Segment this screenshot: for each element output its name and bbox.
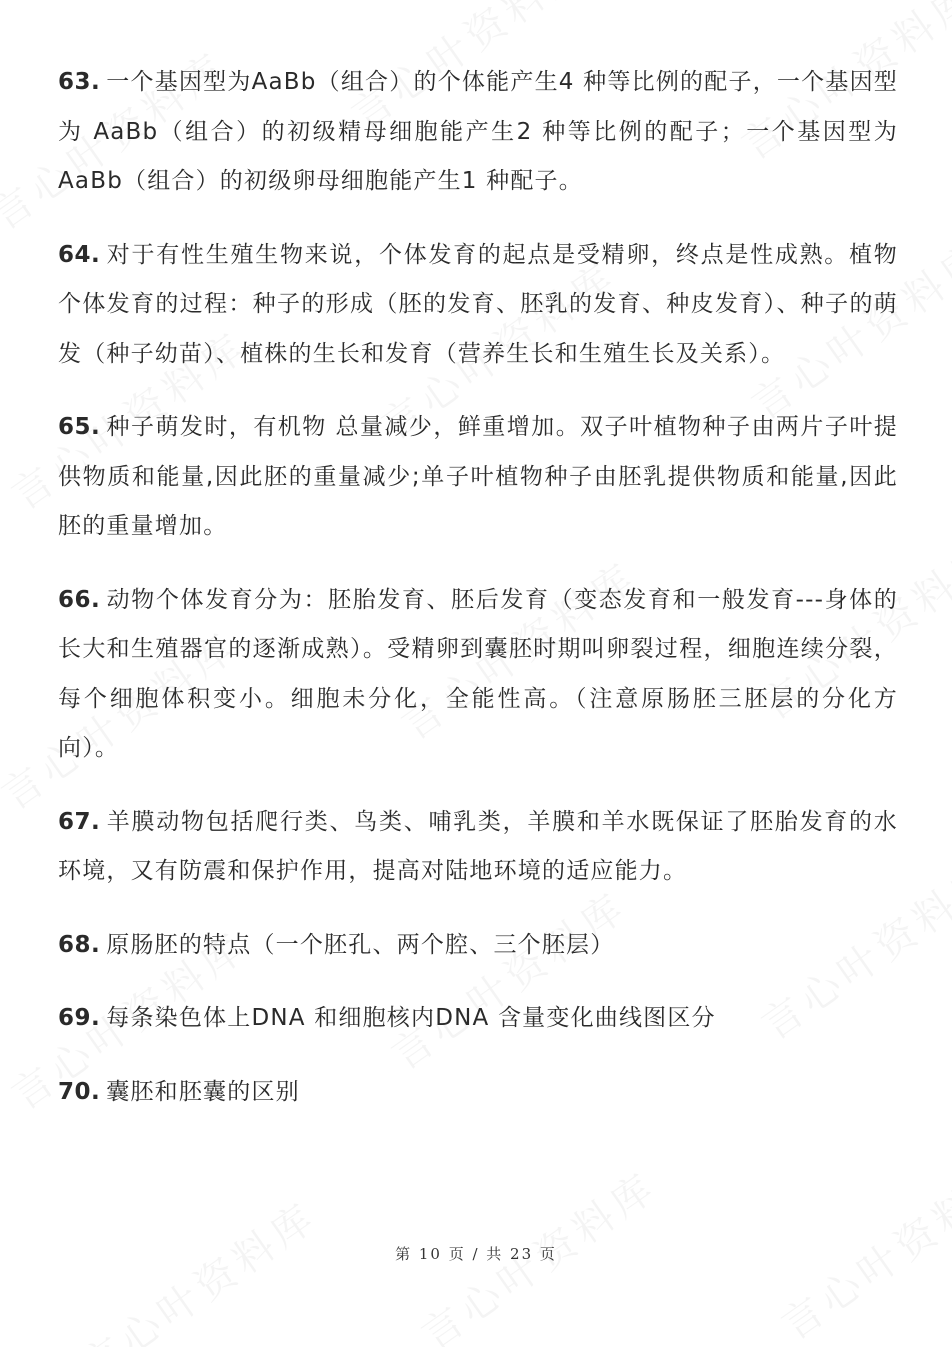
item-number: 68. — [58, 931, 101, 958]
paragraph-text: 动物个体发育分为：胚胎发育、胚后发育（变态发育和一般发育---身体的长大和生殖器官的逐渐成熟）。受精卵到囊胚时期叫卵裂过程，细胞连续分裂，每个细胞体积变小。细胞未分化，全能性高。（注意原肠胚三胚层的分化方向）。 — [58, 586, 898, 761]
paragraph-text: 一个基因型为AaBb（组合）的个体能产生4 种等比例的配子，一个基因型为 AaBb（组合）的初级精母细胞能产生2 种等比例的配子；一个基因型为 AaBb（组合）的初级卵母细胞能产生1 种配子。 — [58, 69, 898, 194]
paragraph-64 — [58, 231, 898, 380]
paragraph-text: 羊膜动物包括爬行类、鸟类、哺乳类，羊膜和羊水既保证了胚胎发育的水环境，又有防震和保护作用，提高对陆地环境的适应能力。 — [58, 808, 898, 884]
paragraph-68 — [58, 921, 898, 971]
document-body — [58, 58, 898, 1141]
item-number: 70. — [58, 1078, 101, 1105]
paragraph-66 — [58, 576, 898, 774]
paragraph-65 — [58, 403, 898, 552]
paragraph-69 — [58, 994, 898, 1044]
paragraph-63 — [58, 58, 898, 207]
item-number: 63. — [58, 69, 101, 95]
paragraph-67 — [58, 798, 898, 897]
paragraph-text: 囊胚和胚囊的区别 — [106, 1078, 300, 1105]
item-number: 65. — [58, 414, 101, 440]
paragraph-text: 原肠胚的特点（一个胚孔、两个腔、三个胚层） — [106, 931, 615, 958]
item-number: 67. — [58, 808, 101, 835]
item-number: 69. — [58, 1005, 101, 1031]
page-footer: 第 10 页 / 共 23 页 — [395, 1245, 557, 1263]
item-number: 66. — [58, 586, 101, 613]
item-number: 64. — [58, 241, 101, 268]
paragraph-text: 每条染色体上DNA 和细胞核内DNA 含量变化曲线图区分 — [106, 1005, 716, 1031]
watermark — [69, 1186, 328, 1347]
paragraph-text: 对于有性生殖生物来说，个体发育的起点是受精卵，终点是性成熟。植物个体发育的过程：种子的形成（胚的发育、胚乳的发育、种皮发育）、种子的萌发（种子幼苗）、植株的生长和发育（营养生长和生殖生长及关系）。 — [58, 241, 898, 367]
paragraph-text: 种子萌发时，有机物 总量减少，鲜重增加。双子叶植物种子由两片子叶提供物质和能量,因此胚的重量减少;单子叶植物种子由胚乳提供物质和能量,因此胚的重量增加。 — [58, 414, 898, 539]
paragraph-70 — [58, 1068, 898, 1118]
